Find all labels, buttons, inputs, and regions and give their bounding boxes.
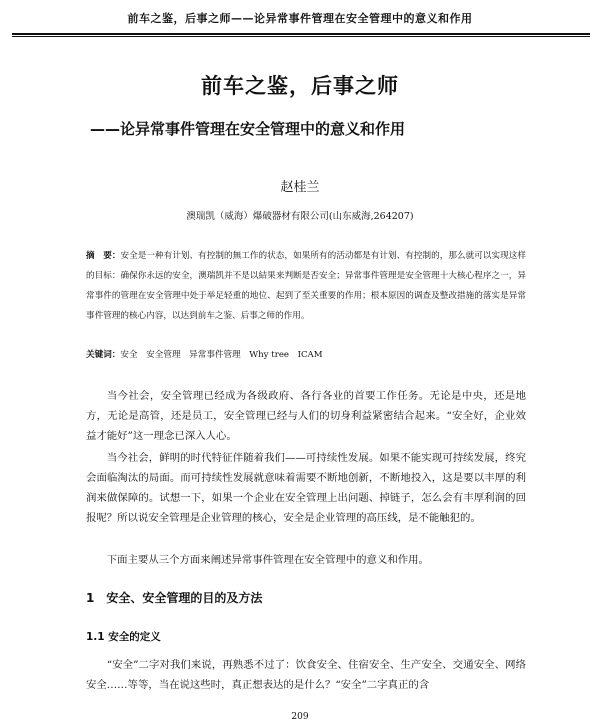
keywords bbox=[86, 348, 526, 360]
author: 赵桂兰 bbox=[280, 180, 320, 195]
paper-subtitle: ——论异常事件管理在安全管理中的意义和作用 bbox=[90, 120, 406, 138]
paragraph-3: 下面主要从三个方面来阐述异常事件管理在安全管理中的意义和作用。 bbox=[106, 554, 429, 566]
affiliation: 澳瑞凯（威海）爆破器材有限公司(山东威海,264207) bbox=[186, 211, 414, 222]
header-rule-thin bbox=[12, 36, 590, 37]
paragraph-4: “安全”二字对我们来说，再熟悉不过了：饮食安全、住宿安全、生产安全、交通安全、网络安全……等等，当在说这些时，真正想表达的是什么？“安全”二字真正的含 bbox=[86, 659, 526, 691]
abstract bbox=[86, 246, 526, 326]
abstract-label: 摘 要： bbox=[86, 251, 121, 261]
keywords-text: 安全 安全管理 异常事件管理 Why tree ICAM bbox=[120, 350, 323, 360]
paragraph-2: 当今社会，鲜明的时代特征伴随着我们——可持续性发展。如果不能实现可持续发展，终究会面临淘汰的局面。而可持续性发展就意味着需要不断地创新，不断地投入，这是要以丰厚的利润来做保障的。试想一下，如果一个企业在安全管理上出问题、掉链子，怎么会有丰厚利润的回报呢？所以说安全管理是企业管理的核心，安全是企业管理的高压线，是不能触犯的。 bbox=[86, 452, 526, 524]
page-number: 209 bbox=[291, 712, 309, 722]
section-heading-1-1: 1.1 安全的定义 bbox=[86, 631, 161, 643]
paragraph-1: 当今社会，安全管理已经成为各级政府、各行各业的首要工作任务。无论是中央，还是地方，无论是高管，还是员工，安全管理已经与人们的切身利益紧密结合起来。“安全好，企业效益才能好”这一理念已深入人心。 bbox=[86, 390, 526, 442]
paper-title: 前车之鉴，后事之师 bbox=[201, 74, 399, 98]
keywords-label: 关键词： bbox=[86, 350, 121, 360]
running-head: 前车之鉴，后事之师——论异常事件管理在安全管理中的意义和作用 bbox=[127, 12, 473, 25]
header-rule bbox=[12, 33, 590, 35]
section-heading-1: 1 安全、安全管理的目的及方法 bbox=[86, 591, 263, 605]
abstract-text: 安全是一种有计划、有控制的無工作的状态，如果所有的活动都是有计划、有控制的，那么就可以实现这样的目标：确保你永远的安全，澳瑞凯并不是以結果来判断是否安全；异常事件管理是安全管理十大核心程序之一，异常事件的管理在安全管理中处于举足轻重的地位、起到了至关重要的作用；根本原因的调查及整改措施的落实是异常事件管理的核心内容，以达到前车之鉴、后事之师的作用。 bbox=[86, 251, 526, 321]
